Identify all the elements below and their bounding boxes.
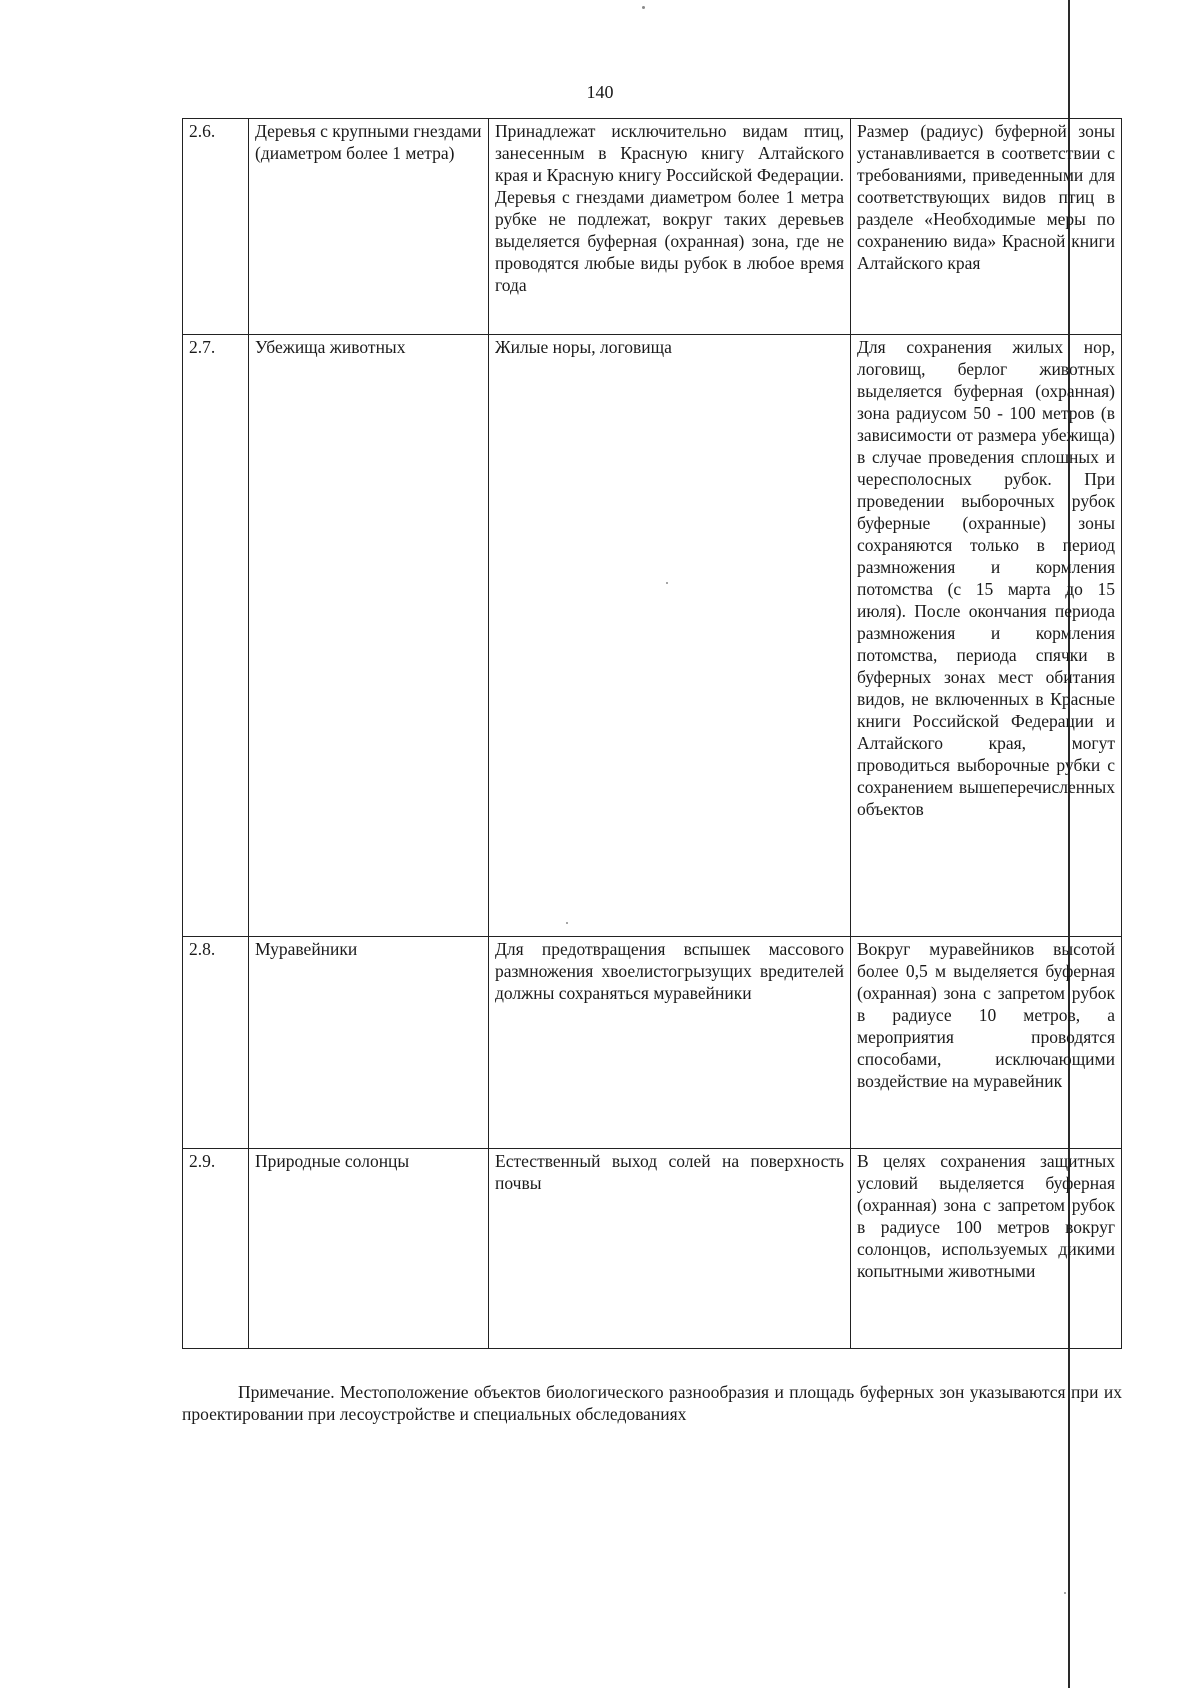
protection-measures: Вокруг муравейников высотой более 0,5 м выделяется буферная (охранная) зона с запретом рубок в радиусе 10 метров, а мероприятия проводятся способами, исключающими воздействие на муравейник	[851, 937, 1122, 1149]
object-description: Для предотвращения вспышек массового размножения хвоелистогрызущих вредителей должны сохраняться муравейники	[489, 937, 851, 1149]
object-description: Естественный выход солей на поверхность почвы	[489, 1149, 851, 1349]
protection-measures: Размер (радиус) буферной зоны устанавливается в соответствии с требованиями, приведенными для соответствующих видов птиц в разделе «Необходимые меры по сохранению вида» Красной книги Алтайского края	[851, 119, 1122, 335]
object-description: Жилые норы, логовища	[489, 335, 851, 937]
object-name: Муравейники	[249, 937, 489, 1149]
row-number: 2.8.	[183, 937, 249, 1149]
scan-speck	[642, 6, 645, 9]
protection-measures: В целях сохранения защитных условий выделяется буферная (охранная) зона с запретом рубок в радиусе 100 метров вокруг солонцов, используемых дикими копытными животными	[851, 1149, 1122, 1349]
footnote: Примечание. Местоположение объектов биологического разнообразия и площадь буферных зон указываются при их проектировании при лесоустройстве и специальных обследованиях	[182, 1381, 1122, 1424]
row-number: 2.6.	[183, 119, 249, 335]
protection-measures: Для сохранения жилых нор, логовищ, берлог животных выделяется буферная (охранная) зона радиусом 50 - 100 метров (в зависимости от размера убежища) в случае проведения сплошных и чересполосных рубок. При проведении выборочных рубок буферные (охранные) зоны сохраняются только в период размножения и кормления потомства (с 15 марта до 15 июля). После окончания периода размножения и кормления потомства, периода спячки в буферных зонах мест обитания видов, не включенных в Красные книги Российской Федерации и Алтайского края, могут проводиться выборочные рубки с сохранением вышеперечисленных объектов	[851, 335, 1122, 937]
row-number: 2.7.	[183, 335, 249, 937]
biodiversity-objects-table	[182, 118, 1122, 1349]
object-name: Природные солонцы	[249, 1149, 489, 1349]
table-row	[183, 937, 1122, 1149]
page-number: 140	[586, 82, 614, 102]
table-row	[183, 119, 1122, 335]
object-name: Убежища животных	[249, 335, 489, 937]
scan-speck	[1064, 1592, 1066, 1594]
row-number: 2.9.	[183, 1149, 249, 1349]
object-description: Принадлежат исключительно видам птиц, занесенным в Красную книгу Алтайского края и Красную книгу Российской Федерации. Деревья с гнездами диаметром более 1 метра рубке не подлежат, вокруг таких деревьев выделяется буферная (охранная) зона, где не проводятся любые виды рубок в любое время года	[489, 119, 851, 335]
table-row	[183, 335, 1122, 937]
object-name: Деревья с крупными гнездами (диаметром более 1 метра)	[249, 119, 489, 335]
table-row	[183, 1149, 1122, 1349]
